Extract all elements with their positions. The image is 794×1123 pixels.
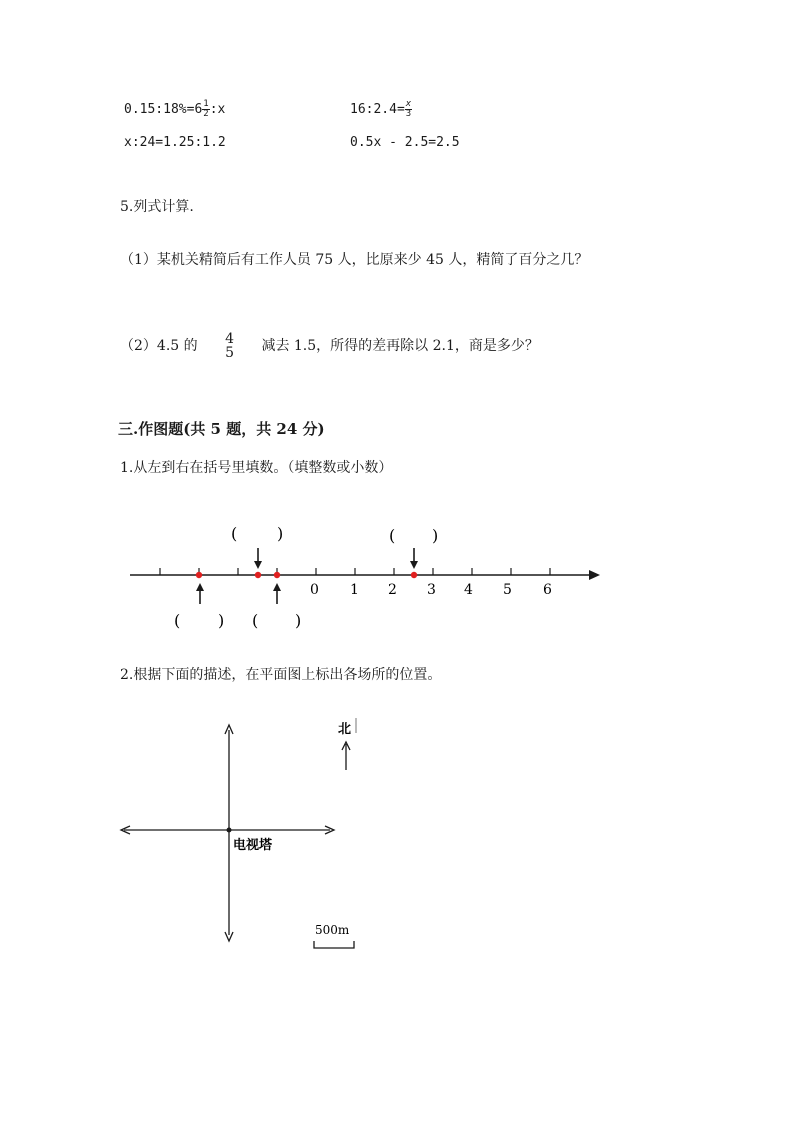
tv-tower-label: 电视塔	[233, 838, 273, 853]
bracket-top-2-close: )	[432, 526, 439, 545]
point-d	[411, 572, 417, 578]
bracket-bottom-2-open: (	[252, 611, 259, 630]
bracket-bottom-1-close: )	[218, 611, 225, 630]
fraction-denominator: 5	[225, 345, 234, 361]
bracket-bottom-1-open: (	[174, 611, 181, 630]
bracket-top-1-close: )	[277, 524, 284, 543]
section-3-heading: 三.作图题(共 5 题，共 24 分)	[118, 420, 325, 438]
tick-label-0: 0	[310, 582, 319, 598]
equation-3: x:24=1.25:1.2	[124, 135, 226, 150]
tick-label-5: 5	[503, 582, 512, 598]
tick-label-3: 3	[427, 582, 436, 598]
point-c	[274, 572, 280, 578]
equation-1-suffix: :x	[209, 102, 226, 117]
point-b	[255, 572, 261, 578]
scale-label: 500m	[315, 923, 350, 937]
fraction-numerator: 4	[225, 331, 234, 347]
equation-2-prefix: 16:2.4=	[350, 102, 405, 117]
bracket-top-1-open: (	[231, 524, 238, 543]
up-arrowhead-icon	[196, 583, 204, 591]
equation-4: 0.5x - 2.5=2.5	[350, 135, 460, 150]
bracket-bottom-2-close: )	[295, 611, 302, 630]
scale-bar	[314, 941, 354, 948]
up-arrowhead-icon	[273, 583, 281, 591]
fraction-numerator: 1	[203, 99, 209, 109]
section-5-title: 5.列式计算.	[120, 199, 194, 215]
fraction-numerator: x	[405, 99, 412, 109]
point-a	[196, 572, 202, 578]
tick-label-6: 6	[543, 582, 552, 598]
question-5-2-prefix: （2）4.5 的	[120, 338, 198, 354]
question-3-1: 1.从左到右在括号里填数。（填整数或小数）	[120, 460, 393, 476]
bracket-top-2-open: (	[389, 526, 396, 545]
number-line-arrowhead	[589, 570, 600, 580]
number-line-ticks	[160, 568, 550, 575]
tick-label-1: 1	[350, 582, 359, 598]
down-arrowhead-icon	[254, 561, 262, 569]
question-5-1: （1）某机关精简后有工作人员 75 人，比原来少 45 人，精简了百分之几？	[120, 252, 589, 268]
tv-tower-point	[227, 828, 232, 833]
down-arrowhead-icon	[410, 561, 418, 569]
fraction-denominator: 2	[203, 109, 209, 119]
fraction-denominator: 3	[405, 109, 412, 119]
question-3-2: 2.根据下面的描述，在平面图上标出各场所的位置。	[120, 667, 442, 683]
tick-label-4: 4	[464, 582, 473, 598]
north-label: 北	[338, 722, 352, 737]
question-5-2-suffix: 减去 1.5，所得的差再除以 2.1，商是多少？	[261, 338, 539, 354]
equation-1-prefix: 0.15:18%=6	[124, 102, 203, 117]
tick-label-2: 2	[388, 582, 397, 598]
